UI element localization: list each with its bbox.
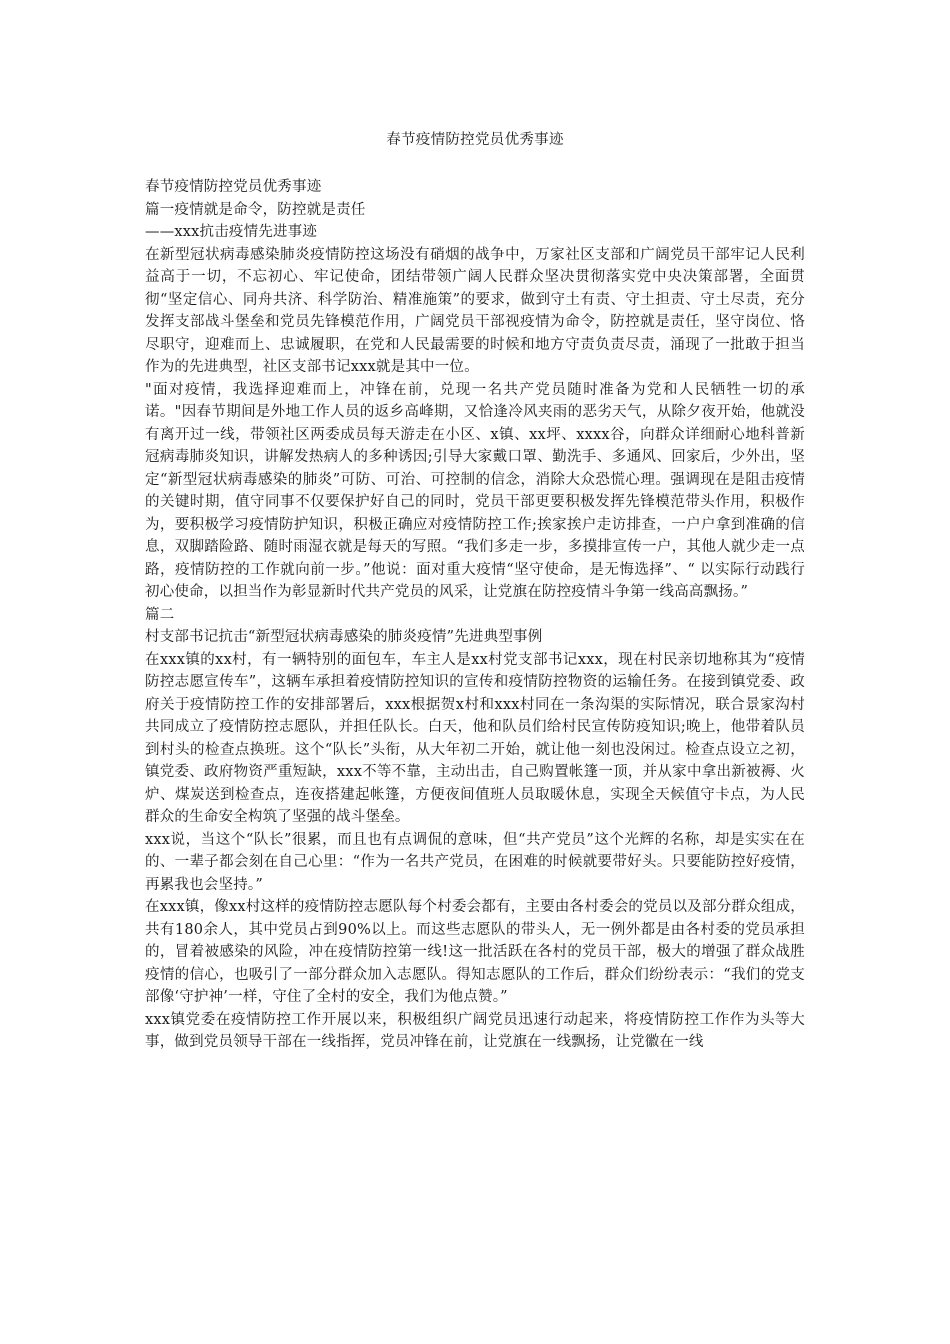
paragraph: xxx镇党委在疫情防控工作开展以来，积极组织广阔党员迅速行动起来，将疫情防控工作作为头等大事，做到党员领导干部在一线指挥，党员冲锋在前，让党旗在一线飘扬，让党徽在一线 xyxy=(145,1011,805,1050)
paragraph: xxx说，当这个“队长”很累，而且也有点调侃的意味，但“共产党员”这个光辉的名称，却是实实在在的、一辈子都会刻在自己心里：“作为一名共产党员，在困难的时候就要带好头。只要能防控好疫情，再累我也会坚持。” xyxy=(145,831,805,893)
paragraph-section-two-title: 篇二 xyxy=(145,606,175,623)
paragraph: 在xxx镇，像xx村这样的疫情防控志愿队每个村委会都有，主要由各村委会的党员以及部分群众组成，共有180余人，其中党员占到90%以上。而这些志愿队的带头人，无一例外都是由各村委的党员承担的，冒着被感染的风险，冲在疫情防控第一线!这一批活跃在各村的党员干部，极大的增强了群众战胜疫情的信心，也吸引了一部分群众加入志愿队。得知志愿队的工作后，群众们纷纷表示：“我们的党支部像‘守护神’一样，守住了全村的安全，我们为他点赞。” xyxy=(145,899,805,1005)
paragraph-section-one-subtitle: ——xxx抗击疫情先进事迹 xyxy=(145,224,318,240)
paragraph: 在新型冠状病毒感染肺炎疫情防控这场没有硝烟的战争中，万家社区支部和广阔党员干部牢记人民利益高于一切，不忘初心、牢记使命，团结带领广阔人民群众坚决贯彻落实党中央决策部署，全面贯彻“坚定信心、同舟共济、科学防治、精准施策”的要求，做到守土有责、守土担责、守土尽责，充分发挥支部战斗堡垒和党员先锋模范作用，广阔党员干部视疫情为命令，防控就是责任，坚守岗位、恪尽职守，迎难而上、忠诚履职，在党和人民最需要的时候和地方守责负责尽责，涌现了一批敢于担当作为的先进典型，社区支部书记xxx就是其中一位。 xyxy=(145,246,805,375)
document-title: 春节疫情防控党员优秀事迹 xyxy=(386,132,564,148)
paragraph: "面对疫情，我选择迎难而上，冲锋在前，兑现一名共产党员随时准备为党和人民牺牲一切的承诺。"因春节期间是外地工作人员的返乡高峰期，又恰逢冷风夹雨的恶劣天气，从除夕夜开始，他就没有离开过一线，带领社区两委成员每天游走在小区、x镇、xx坪、xxxx谷，向群众详细耐心地科普新冠病毒肺炎知识，讲解发热病人的多种诱因;引导大家戴口罩、勤洗手、多通风、回家后，少外出，坚定“新型冠状病毒感染的肺炎”可防、可治、可控制的信念，消除大众恐慌心理。强调现在是阻击疫情的关键时期，值守同事不仅要保护好自己的同时，党员干部更要积极发挥先锋模范带头作用，积极作为，要积极学习疫情防护知识，积极正确应对疫情防控工作;挨家挨户走访排查，一户户拿到准确的信息，双脚踏险路、随时雨湿衣就是每天的写照。“我们多走一步，多摸排宣传一户，其他人就少走一点路，疫情防控的工作就向前一步。”他说：面对重大疫情“坚守使命，是无悔选择”、“ 以实际行动践行初心使命，以担当作为彰显新时代共产党员的风采，让党旗在防控疫情斗争第一线高高飘扬。” xyxy=(145,381,805,600)
paragraph-section-one-title: 篇一疫情就是命令，防控就是责任 xyxy=(145,201,366,218)
paragraph: 在xxx镇的xx村，有一辆特别的面包车，车主人是xx村党支部书记xxx，现在村民亲切地称其为“疫情防控志愿宣传车”，这辆车承担着疫情防控知识的宣传和疫情防控物资的运输任务。在接到镇党委、政府关于疫情防控工作的安排部署后，xxx根据贺x村和xxx村同在一条沟渠的实际情况，联合景家沟村共同成立了疫情防控志愿队，并担任队长。白天，他和队员们给村民宣传防疫知识;晚上，他带着队员到村头的检查点换班。这个“队长”头衔，从大年初二开始，就让他一刻也没闲过。检查点设立之初，镇党委、政府物资严重短缺，xxx不等不靠，主动出击，自己购置帐篷一顶，并从家中拿出新被褥、火炉、煤炭送到检查点，连夜搭建起帐篷，方便夜间值班人员取暖休息，实现全天候值守卡点，为人民群众的生命安全构筑了坚强的战斗堡垒。 xyxy=(145,651,805,825)
paragraph-heading: 春节疫情防控党员优秀事迹 xyxy=(145,179,322,195)
paragraph-section-two-subtitle: 村支部书记抗击“新型冠状病毒感染的肺炎疫情”先进典型事例 xyxy=(145,629,543,645)
document-body xyxy=(145,176,805,1054)
